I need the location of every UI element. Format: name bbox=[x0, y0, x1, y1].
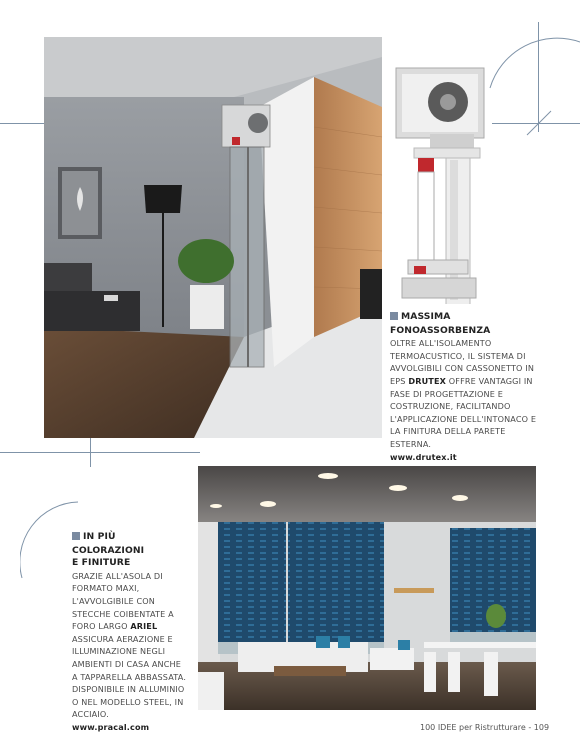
register-cross bbox=[524, 108, 554, 138]
interior-photo-roller-shutter bbox=[44, 37, 382, 438]
register-arc-bottom bbox=[20, 500, 80, 580]
living-room-photo-blue-shutters bbox=[198, 466, 536, 710]
brand-drutex: DRUTEX bbox=[408, 375, 447, 386]
register-arc bbox=[488, 30, 580, 90]
roller-shutter-cutaway-image bbox=[388, 60, 492, 304]
brand-ariel: ARIEL bbox=[130, 621, 158, 632]
caption-pracal-body bbox=[72, 570, 188, 721]
caption-pracal-heading bbox=[72, 530, 188, 557]
caption-pracal-title-1: IN PIÙ COLORAZIONI bbox=[72, 531, 145, 556]
caption-drutex-body bbox=[390, 337, 540, 450]
caption-drutex-heading bbox=[390, 310, 540, 337]
bullet-square-icon bbox=[390, 312, 398, 320]
link-pracal[interactable]: www.pracal.com bbox=[72, 721, 150, 732]
page-footer: 100 IDEE per Ristrutturare - 109 bbox=[420, 723, 550, 732]
caption-pracal-title-2: E FINITURE bbox=[72, 557, 131, 569]
bullet-square-icon bbox=[72, 532, 80, 540]
caption-pracal-text-2: ASSICURA AERAZIONE E ILLUMINAZIONE NEGLI AMBIENTI DI CASA ANCHE A TAPPARELLA ABBASSATA. DISPONIBILE IN ALLUMINIO O NEL MODELLO STEEL, IN ACCIAIO. bbox=[72, 633, 187, 720]
link-drutex[interactable]: www.drutex.it bbox=[390, 451, 457, 462]
caption-pracal-text-1: GRAZIE ALL'ASOLA DI FORMATO MAXI, L'AVVOLGIBILE CON STECCHE COIBENTATE A FORO LARGO bbox=[72, 570, 174, 632]
caption-drutex-text-2: OFFRE VANTAGGI IN FASE DI PROGETTAZIONE E COSTRUZIONE, FACILITANDO L'APPLICAZIONE DELL'INTONACO E LA FINITURA DELLA PARETE ESTERNA. bbox=[390, 375, 537, 449]
register-line-mid-h bbox=[0, 452, 200, 453]
caption-drutex-text-1: OLTRE ALL'ISOLAMENTO TERMOACUSTICO, IL SISTEMA DI AVVOLGIBILI CON CASSONETTO IN EPS bbox=[390, 338, 535, 386]
caption-pracal bbox=[72, 530, 188, 734]
caption-drutex bbox=[390, 310, 540, 463]
caption-drutex-title: MASSIMA FONOASSORBENZA bbox=[390, 311, 491, 336]
register-line-left bbox=[0, 123, 44, 124]
